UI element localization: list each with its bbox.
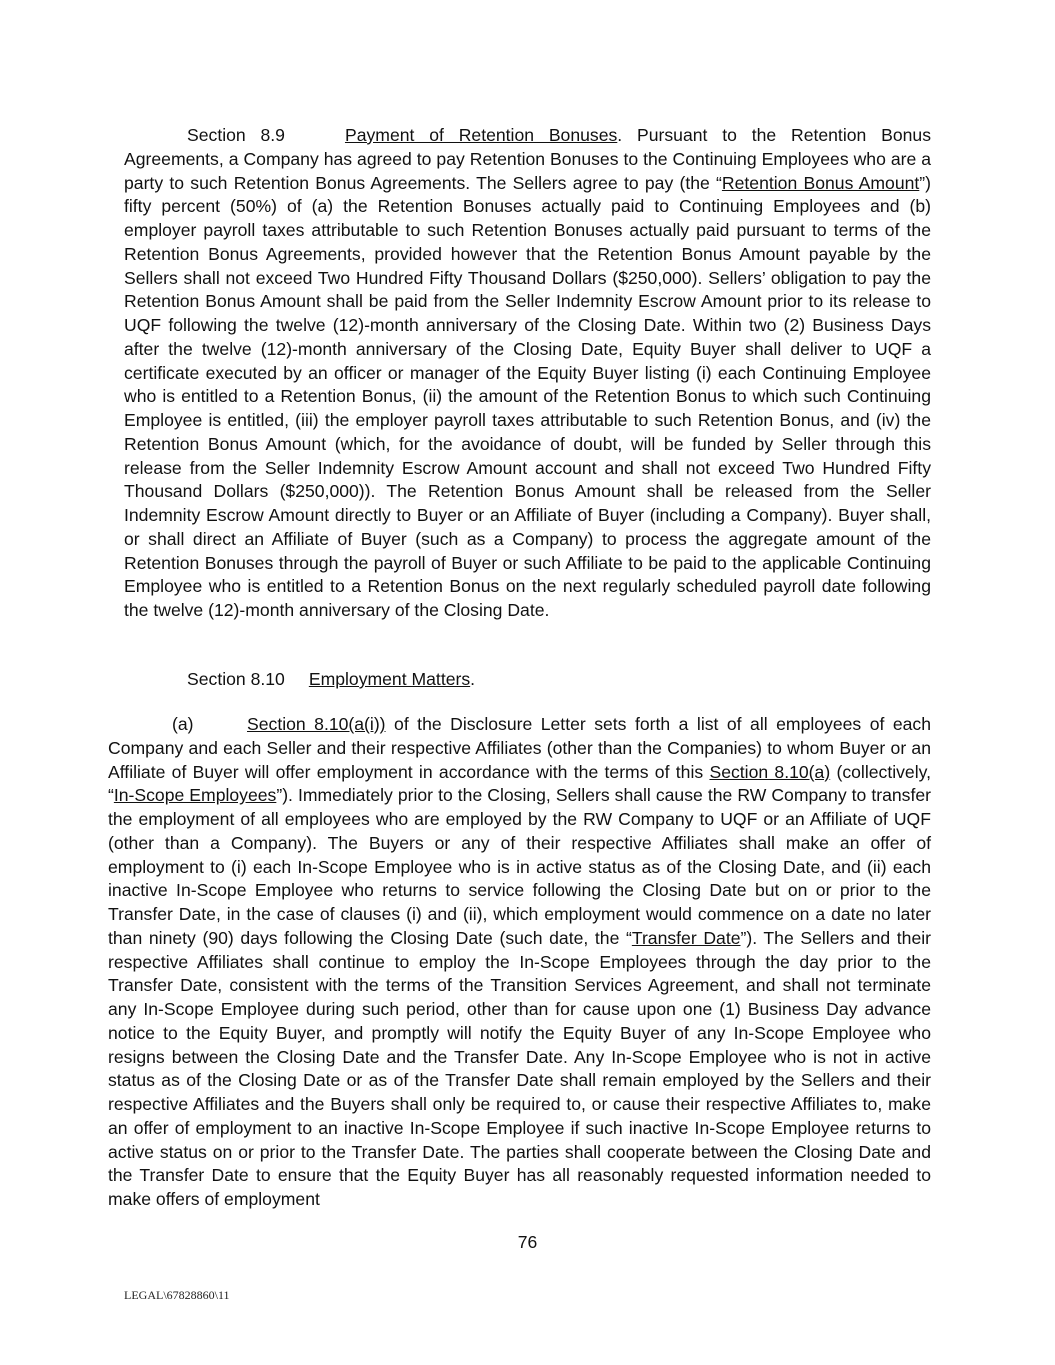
section-8-10-number: Section 8.10 (187, 669, 285, 689)
subsection-a-paragraph (108, 713, 931, 1212)
section-reference-8-10-a: Section 8.10(a) (709, 761, 831, 782)
document-footer-id: LEGAL\67828860\11 (124, 1288, 230, 1302)
section-8-9-number: Section 8.9 (187, 125, 285, 145)
section-8-10-heading-line (187, 668, 931, 692)
section-8-9-text-2: ”) fifty percent (50%) of (a) the Retention Bonuses actually paid to Continuing Employees and (b) employer payroll taxes attributable to such Retention Bonuses actually paid pursuant to terms of the Retention Bonus Agreements, provided however that the Retention Bonus Amount payable by the Sellers shall not exceed Two Hundred Fifty Thousand Dollars ($250,000). Sellers’ obligation to pay the Retention Bonus Amount shall be paid from the Seller Indemnity Escrow Amount prior to its release to UQF following the twelve (12)-month anniversary of the Closing Date. Within two (2) Business Days after the twelve (12)-month anniversary of the Closing Date, Equity Buyer shall deliver to UQF a certificate executed by an officer or manager of the Equity Buyer listing (i) each Continuing Employee who is entitled to a Retention Bonus, (ii) the amount of the Retention Bonus to which such Continuing Employee is entitled, (iii) the employer payroll taxes attributable to such Retention Bonus, and (iv) the Retention Bonus Amount (which, for the avoidance of doubt, will be funded by Seller through this release from the Seller Indemnity Escrow Amount account and shall not exceed Two Hundred Fifty Thousand Dollars ($250,000)). The Retention Bonus Amount shall be released from the Seller Indemnity Escrow Amount directly to Buyer or an Affiliate of Buyer (including a Company). Buyer shall, or shall direct an Affiliate of Buyer (such as a Company) to process the aggregate amount of the Retention Bonuses through the payroll of Buyer or such Affiliate to be paid to the applicable Continuing Employee who is entitled to a Retention Bonus on the next regularly scheduled payroll date following the twelve (12)-month anniversary of the Closing Date. (124, 172, 932, 620)
page-number: 76 (517, 1232, 538, 1252)
subsection-a-text-3: ”). Immediately prior to the Closing, Sellers shall cause the RW Company to transfer the employment of all employees who are employed by the RW Company to UQF or an Affiliate of UQF (other than a Company). The Buyers or any of their respective Affiliates shall make an offer of employment to (i) each In-Scope Employee who is in active status as of the Closing Date, and (ii) each inactive In-Scope Employee who returns to service following the Closing Date but on or prior to the Transfer Date, in the case of clauses (i) and (ii), which employment would commence on a date no later than ninety (90) days following the Closing Date (such date, the “ (108, 785, 932, 948)
section-8-10-period: . (470, 669, 476, 689)
section-8-9-paragraph (124, 124, 931, 623)
retention-bonus-amount-term: Retention Bonus Amount (721, 172, 920, 193)
subsection-a-text-1: of the Disclosure Letter sets forth a list of all employees of each Company and each Seller and their respective Affiliates (other than the Companies) to whom Buyer or an Affiliate of Buyer will offer employment in accordance with the terms of this (108, 714, 931, 782)
subsection-a-text-4: ”). The Sellers and their respective Affiliates shall continue to employ the In-Scope Employees through the day prior to the Transfer Date, consistent with the terms of the Transition Services Agreement, and shall not terminate any In-Scope Employee during such period, other than for cause upon one (1) Business Day advance notice to the Equity Buyer, and promptly will notify the Equity Buyer of any In-Scope Employee who resigns between the Closing Date and the Transfer Date. Any In-Scope Employee who is not in active status as of the Closing Date or as of the Transfer Date shall remain employed by the Sellers and their respective Affiliates and the Buyers shall only be required to, or cause their respective Affiliates to, make an offer of employment to an inactive In-Scope Employee if such inactive In-Scope Employee returns to active status on or prior to the Transfer Date. The parties shall cooperate between the Closing Date and the Transfer Date to ensure that the Equity Buyer has all reasonably requested information needed to make offers of employment (108, 927, 931, 1209)
transfer-date-term: Transfer Date (631, 927, 741, 948)
section-8-9-heading: Payment of Retention Bonuses (344, 125, 618, 145)
subsection-a-label: (a) (172, 714, 194, 734)
section-8-9-text-1: . Pursuant to the Retention Bonus Agreements, a Company has agreed to pay Retention Bonuses to the Continuing Employees who are a party to such Retention Bonus Agreements. The Sellers agree to pay (the “ (124, 125, 932, 193)
in-scope-employees-term: In-Scope Employees (113, 785, 277, 806)
subsection-a-text-2: (collectively, “ (108, 761, 931, 806)
disclosure-reference-8-10-a-i: Section 8.10(a(i)) (247, 714, 386, 734)
section-8-10-heading: Employment Matters (308, 669, 471, 689)
